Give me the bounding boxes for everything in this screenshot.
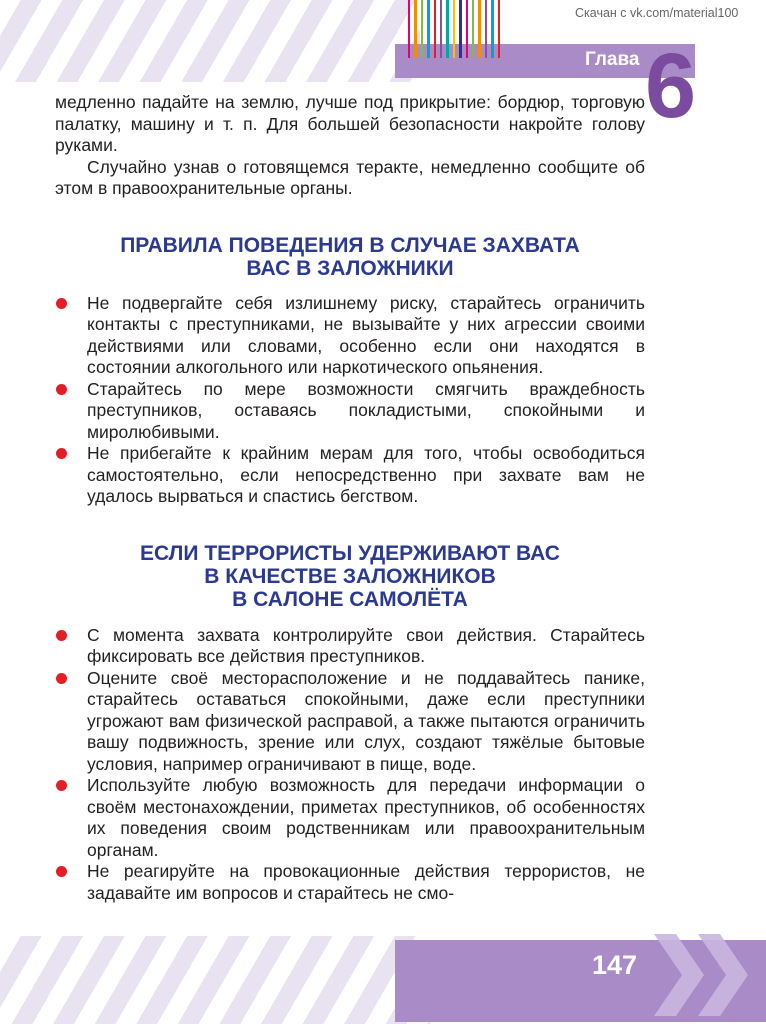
rules-list	[55, 293, 645, 508]
color-bar	[466, 0, 468, 58]
list-item	[55, 625, 645, 668]
heading-line: ВАС В ЗАЛОЖНИКИ	[246, 256, 454, 280]
heading-line: ЕСЛИ ТЕРРОРИСТЫ УДЕРЖИВАЮТ ВАС	[140, 541, 560, 565]
next-chevrons-icon	[648, 926, 766, 1024]
heading-line: В КАЧЕСТВЕ ЗАЛОЖНИКОВ	[204, 564, 496, 588]
bullet-icon	[56, 384, 67, 395]
section-heading-hostage-rules	[55, 234, 645, 280]
color-bar	[446, 0, 448, 58]
color-bar	[427, 0, 429, 58]
rules-list	[55, 625, 645, 905]
section-heading-aircraft-hostages	[55, 542, 645, 611]
list-item-text: Не прибегайте к крайним мерам для того, чтобы освободиться самостоятельно, если непосредственно при захвате вам не удалось вырваться и спастись бегством.	[87, 443, 645, 506]
color-bar	[453, 0, 455, 58]
color-bar	[472, 0, 474, 58]
list-item	[55, 861, 645, 904]
list-item	[55, 379, 645, 444]
list-item	[55, 668, 645, 776]
list-item-text: Старайтесь по мере возможности смягчить враждебность преступников, оставаясь покладистыми, спокойными и миролюбивыми.	[87, 378, 645, 442]
bullet-icon	[56, 298, 67, 309]
color-bars-decoration	[408, 0, 500, 58]
color-bar	[414, 0, 416, 58]
color-bar	[478, 0, 480, 58]
color-bar	[434, 0, 436, 58]
chapter-number: 6	[645, 35, 697, 137]
list-item-text: Оцените своё месторасположение и не поддавайтесь панике, старайтесь оставаться спокойными, даже если преступники угрожают вам физической расправой, а также пытаются ограничить вашу подвижность, зрение или слух, создают тяжёлые бытовые условия, например ограничивают в пище, воде.	[87, 667, 645, 774]
heading-line: ПРАВИЛА ПОВЕДЕНИЯ В СЛУЧАЕ ЗАХВАТА	[120, 233, 580, 257]
color-bar	[440, 0, 442, 58]
intro-paragraph: Случайно узнав о готовящемся теракте, немедленно сообщите об этом в правоохранительные органы.	[55, 156, 645, 198]
color-bar	[408, 0, 410, 58]
bullet-icon	[56, 673, 67, 684]
bullet-icon	[56, 630, 67, 641]
intro-paragraph: медленно падайте на землю, лучше под прикрытие: бордюр, торговую палатку, машину и т. п. Для большей безопасности накройте голову руками.	[55, 92, 645, 155]
bullet-icon	[56, 780, 67, 791]
watermark: Скачан с vk.com/material100	[575, 6, 739, 20]
list-item	[55, 293, 645, 379]
list-item-text: Не реагируйте на провокационные действия террористов, не задавайте им вопросов и старайтесь не смо-	[87, 861, 645, 903]
list-item-text: Используйте любую возможность для передачи информации о своём местонахождении, приметах преступников, об особенностях их поведения своим родственникам или правоохранительным органам.	[87, 775, 645, 860]
chapter-label: Глава	[585, 49, 640, 70]
color-bar	[485, 0, 487, 58]
color-bar	[459, 0, 461, 58]
list-item-text: С момента захвата контролируйте свои действия. Старайтесь фиксировать все действия преступников.	[87, 624, 645, 666]
list-item	[55, 443, 645, 508]
header-stripes	[0, 0, 420, 82]
color-bar	[498, 0, 500, 58]
page-content	[55, 92, 645, 904]
heading-line: В САЛОНЕ САМОЛЁТА	[232, 587, 468, 611]
page-number: 147	[592, 950, 638, 980]
footer-stripes	[0, 936, 430, 1024]
bullet-icon	[56, 866, 67, 877]
bullet-icon	[56, 448, 67, 459]
list-item-text: Не подвергайте себя излишнему риску, старайтесь ограничить контакты с преступниками, не вызывайте у них агрессии своими действиями или словами, особенно если они находятся в состоянии алкогольного или наркотического опьянения.	[87, 292, 645, 377]
list-item	[55, 775, 645, 861]
color-bar	[491, 0, 493, 58]
color-bar	[421, 0, 423, 58]
